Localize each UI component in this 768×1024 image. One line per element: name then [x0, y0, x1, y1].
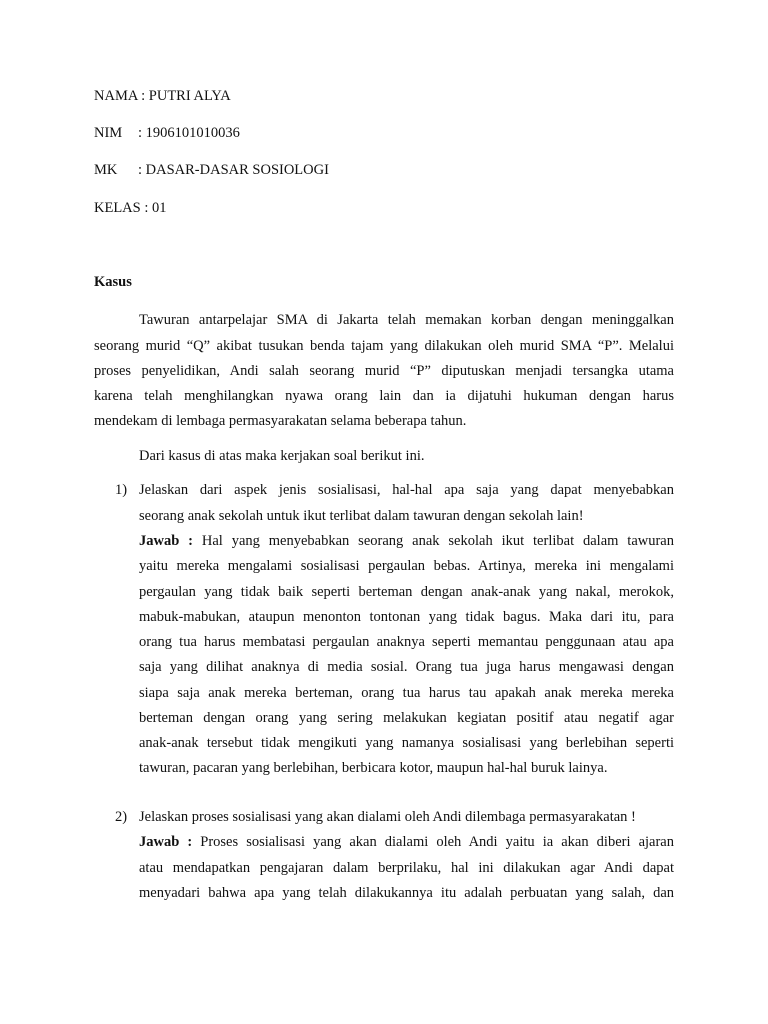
- answer-line: menyadari bahwa apa yang telah dilakukannya itu adalah perbuatan yang salah, dan: [139, 885, 674, 901]
- course-name: [94, 162, 329, 179]
- answer-line: mabuk-mabukan, ataupun menonton tontonan yang tidak bagus. Maka dari itu, para: [139, 609, 674, 625]
- answer-line: atau mendapatkan pengajaran dalam berprilaku, hal ini dilakukan agar Andi dapat: [139, 860, 674, 876]
- answer-line: berteman dengan orang yang sering melakukan kegiatan positif atau negatif agar: [139, 710, 674, 726]
- nim-label: NIM: [94, 125, 123, 141]
- instruction-text: Dari kasus di atas maka kerjakan soal berikut ini.: [139, 448, 425, 464]
- answer-line: yaitu mereka mengalami sosialisasi pergaulan bebas. Artinya, mereka ini mengalami: [139, 558, 674, 574]
- class-number: KELAS : 01: [94, 200, 167, 216]
- question-text: seorang anak sekolah untuk ikut terlibat dalam tawuran dengan sekolah lain!: [139, 508, 584, 524]
- student-name: NAMA : PUTRI ALYA: [94, 88, 231, 104]
- nim-value: : 1906101010036: [138, 125, 240, 141]
- question-text: Jelaskan dari aspek jenis sosialisasi, hal-hal apa saja yang dapat menyebabkan: [139, 482, 674, 498]
- case-paragraph-line: seorang murid “Q” akibat tusukan benda tajam yang dilakukan oleh murid SMA “P”. Melalui: [94, 338, 674, 354]
- answer-line: siapa saja anak mereka berteman, orang tua harus tau apakah anak mereka mereka: [139, 685, 674, 701]
- answer-line: orang tua harus membatasi pergaulan anaknya seperti memantau penggunaan atau apa: [139, 634, 674, 650]
- answer-line: tawuran, pacaran yang berlebihan, berbicara kotor, maupun hal-hal buruk lainya.: [139, 760, 608, 776]
- answer-line: [139, 834, 674, 851]
- answer-line: [139, 533, 674, 550]
- question-number: 2): [115, 809, 128, 825]
- question-text: Jelaskan proses sosialisasi yang akan dialami oleh Andi dilembaga permasyarakatan !: [139, 809, 636, 825]
- answer-line: saja yang dilihat anaknya di media sosial. Orang tua juga harus mengawasi dengan: [139, 659, 674, 675]
- question-number: 1): [115, 482, 128, 498]
- case-paragraph-line: Tawuran antarpelajar SMA di Jakarta telah memakan korban dengan meninggalkan: [139, 312, 674, 328]
- case-paragraph-line: mendekam di lembaga permasyarakatan selama beberapa tahun.: [94, 413, 467, 429]
- answer-line: pergaulan yang tidak baik seperti berteman dengan anak-anak yang nakal, merokok,: [139, 584, 674, 600]
- student-nim: [94, 125, 240, 142]
- mk-label: MK: [94, 162, 118, 178]
- answer-text: Proses sosialisasi yang akan dialami oleh Andi yaitu ia akan diberi ajaran: [200, 834, 674, 850]
- section-heading: Kasus: [94, 274, 132, 290]
- answer-label: Jawab :: [139, 533, 193, 549]
- case-paragraph-line: proses penyelidikan, Andi salah seorang murid “P” diputuskan menjadi tersangka utama: [94, 363, 674, 379]
- answer-text: Hal yang menyebabkan seorang anak sekolah ikut terlibat dalam tawuran: [201, 533, 674, 549]
- mk-value: : DASAR-DASAR SOSIOLOGI: [138, 162, 329, 178]
- answer-label: Jawab :: [139, 834, 193, 850]
- case-paragraph-line: karena telah menghilangkan nyawa orang lain dan ia dijatuhi hukuman dengan harus: [94, 388, 674, 404]
- answer-line: anak-anak tersebut tidak mengikuti yang namanya sosialisasi yang berlebihan seperti: [139, 735, 674, 751]
